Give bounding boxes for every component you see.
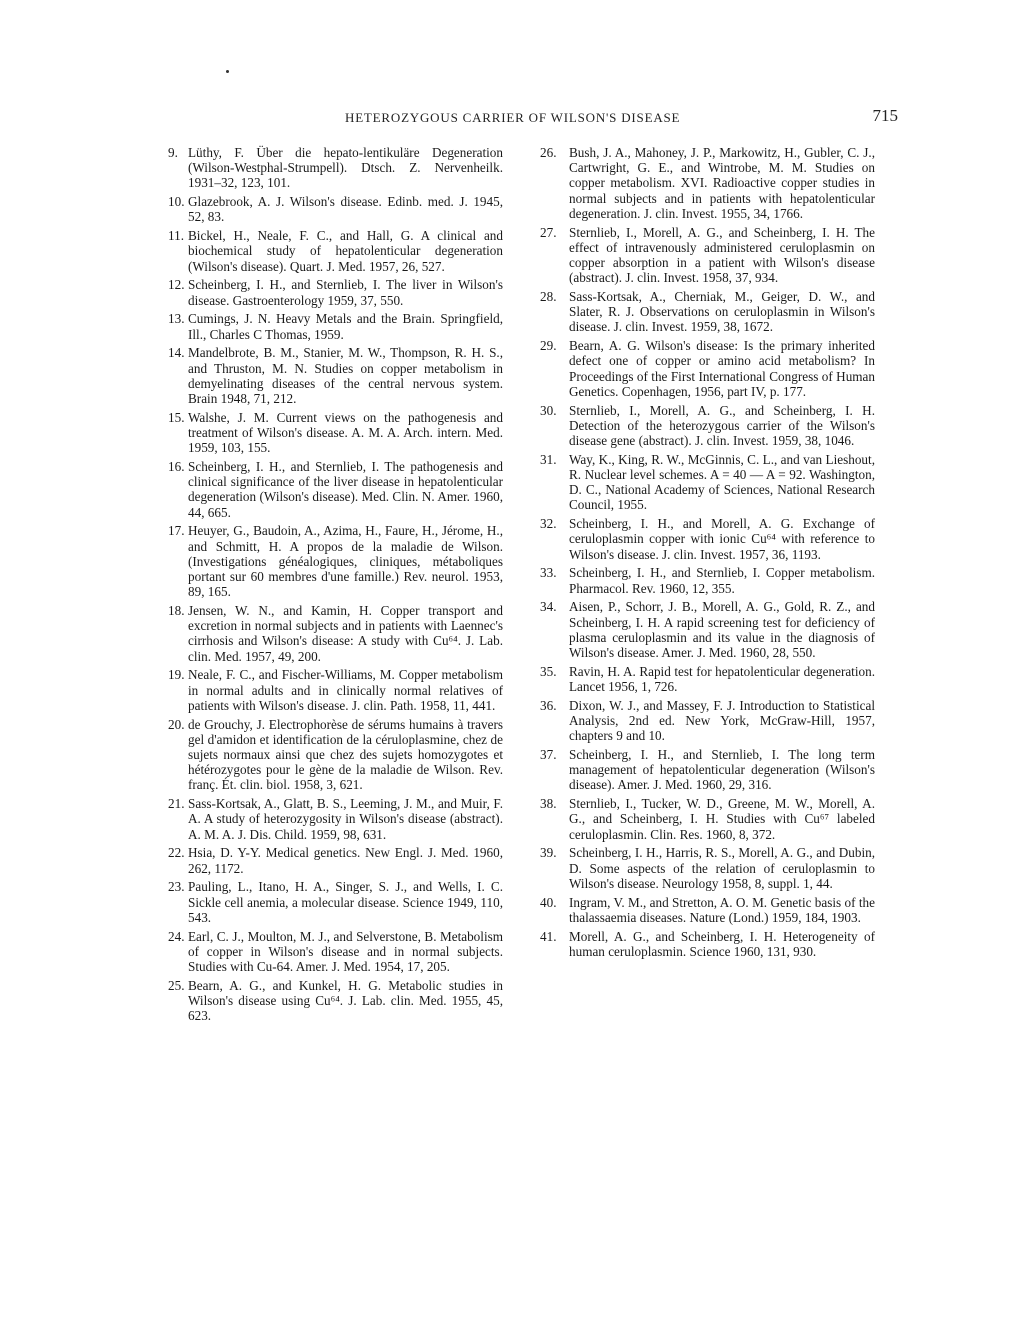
reference-number: 34. [540, 599, 557, 615]
reference-item [168, 667, 503, 713]
reference-text: Walshe, J. M. Current views on the pathogenesis and treatment of Wilson's disease. A. M. A. Arch. intern. Med. 1959, 103, 155. [188, 409, 503, 456]
reference-text: de Grouchy, J. Electrophorèse de sérums humains à travers gel d'amidon et identification de la céruloplasmine, chez de sujets normaux ainsi que chez des sujets homozygotes et hétérozygotes pour le gène de la maladie de Wilson. Rev. franç. Ét. clin. biol. 1958, 3, 621. [188, 716, 503, 793]
reference-item [540, 289, 875, 335]
reference-item [168, 459, 503, 520]
reference-item [540, 452, 875, 513]
reference-text: Sternlieb, I., Morell, A. G., and Scheinberg, I. H. Detection of the heterozygous carrier of the Wilson's disease gene (abstract). J. clin. Invest. 1959, 38, 1046. [569, 402, 875, 449]
reference-number: 23. [168, 879, 185, 895]
reference-text: Pauling, L., Itano, H. A., Singer, S. J., and Wells, I. C. Sickle cell anemia, a molecular disease. Science 1949, 110, 543. [188, 879, 503, 925]
reference-item [168, 194, 503, 224]
reference-number: 41. [540, 928, 557, 944]
reference-item [540, 698, 875, 744]
reference-item [540, 225, 875, 286]
reference-number: 17. [168, 523, 185, 539]
reference-text: Jensen, W. N., and Kamin, H. Copper transport and excretion in normal subjects and in patients with Laennec's cirrhosis and Wilson's disease: A study with Cu⁶⁴. J. Lab. clin. Med. 1957, 49, 200. [188, 603, 503, 664]
reference-number: 28. [540, 289, 557, 305]
page-number: 715 [872, 106, 898, 125]
reference-text: Bearn, A. G., and Kunkel, H. G. Metabolic studies in Wilson's disease using Cu⁶⁴. J. Lab. clin. Med. 1955, 45, 623. [188, 977, 503, 1024]
reference-item [168, 228, 503, 274]
reference-item [540, 516, 875, 562]
reference-number: 27. [540, 224, 557, 240]
reference-text: Ingram, V. M., and Stretton, A. O. M. Genetic basis of the thalassaemia diseases. Nature (Lond.) 1959, 184, 1903. [569, 894, 875, 925]
reference-item [540, 664, 875, 694]
reference-number: 30. [540, 402, 557, 418]
reference-text: Hsia, D. Y-Y. Medical genetics. New Engl. J. Med. 1960, 262, 1172. [188, 845, 503, 876]
reference-item [540, 403, 875, 449]
reference-item [540, 929, 875, 959]
reference-number: 24. [168, 928, 185, 944]
reference-text: Bickel, H., Neale, F. C., and Hall, G. A clinical and biochemical study of hepatolenticular degeneration (Wilson's disease). Quart. J. Med. 1957, 26, 527. [188, 228, 503, 274]
reference-text: Scheinberg, I. H., and Sternlieb, I. Copper metabolism. Pharmacol. Rev. 1960, 12, 355. [569, 565, 875, 596]
reference-text: Dixon, W. J., and Massey, F. J. Introduction to Statistical Analysis, 2nd ed. New York, McGraw-Hill, 1957, chapters 9 and 10. [569, 697, 875, 744]
reference-text: Glazebrook, A. J. Wilson's disease. Edinb. med. J. 1945, 52, 83. [188, 194, 503, 225]
reference-number: 36. [540, 697, 557, 713]
reference-number: 20. [168, 716, 185, 732]
reference-text: Bearn, A. G. Wilson's disease: Is the primary inherited defect one of copper or amino acid metabolism? In Proceedings of the First International Congress of Human Genetics. Copenhagen, 1956, part IV, p. 177. [569, 338, 875, 399]
reference-item [168, 717, 503, 793]
reference-item [540, 796, 875, 842]
reference-text: Heuyer, G., Baudoin, A., Azima, H., Faure, H., Jérome, H., and Schmitt, H. A propos de la maladie de Wilson. (Investigations généalogiques, cliniques, métaboliques portant sur 60 membres d'une famille.) Rev. neurol. 1953, 89, 165. [188, 523, 503, 600]
reference-number: 39. [540, 845, 557, 861]
reference-number: 21. [168, 796, 185, 812]
reference-item [168, 145, 503, 191]
reference-item [168, 345, 503, 406]
references-right-column [540, 145, 875, 963]
reference-number: 9. [168, 145, 178, 160]
reference-item [168, 603, 503, 664]
reference-item [168, 277, 503, 307]
reference-item [168, 796, 503, 842]
reference-text: Way, K., King, R. W., McGinnis, C. L., and van Lieshout, R. Nuclear level schemes. A = 40 — A = 92. Washington, D. C., National Academy of Sciences, National Research Council, 1955. [569, 451, 875, 513]
reference-text: Scheinberg, I. H., and Sternlieb, I. The pathogenesis and clinical significance of the liver disease in hepatolenticular degeneration (Wilson's disease). Med. Clin. N. Amer. 1960, 44, 665. [188, 459, 503, 520]
reference-number: 19. [168, 667, 185, 683]
reference-text: Scheinberg, I. H., Harris, R. S., Morell, A. G., and Dubin, D. Some aspects of the relation of ceruloplasmin to Wilson's disease. Neurology 1958, 8, suppl. 1, 44. [569, 845, 875, 891]
reference-item [168, 311, 503, 341]
reference-item [168, 879, 503, 925]
print-speck [226, 70, 229, 73]
reference-item [540, 338, 875, 399]
reference-item [168, 845, 503, 875]
reference-text: Scheinberg, I. H., and Sternlieb, I. The liver in Wilson's disease. Gastroenterology 1959, 37, 550. [188, 277, 503, 308]
reference-number: 10. [168, 194, 185, 210]
reference-number: 12. [168, 277, 185, 293]
reference-text: Morell, A. G., and Scheinberg, I. H. Heterogeneity of human ceruloplasmin. Science 1960, 131, 930. [569, 928, 875, 959]
reference-text: Neale, F. C., and Fischer-Williams, M. Copper metabolism in normal adults and in clinically normal relatives of patients with Wilson's disease. J. clin. Path. 1958, 11, 441. [188, 667, 503, 713]
reference-item [540, 145, 875, 221]
running-title: HETEROZYGOUS CARRIER OF WILSON'S DISEASE [345, 110, 681, 125]
reference-text: Earl, C. J., Moulton, M. J., and Selverstone, B. Metabolism of copper in Wilson's disease and in normal subjects. Studies with Cu-64. Amer. J. Med. 1954, 17, 205. [188, 928, 503, 975]
reference-number: 26. [540, 145, 557, 160]
reference-number: 32. [540, 516, 557, 532]
reference-item [540, 845, 875, 891]
reference-text: Sass-Kortsak, A., Cherniak, M., Geiger, D. W., and Slater, R. J. Observations on ceruloplasmin in Wilson's disease. J. clin. Invest. 1959, 38, 1672. [569, 289, 875, 335]
reference-text: Bush, J. A., Mahoney, J. P., Markowitz, H., Gubler, C. J., Cartwright, G. E., and Wintrobe, M. M. Studies on copper metabolism. XVI. Radioactive copper studies in normal subjects and in patients with hepatolenticular degeneration. J. clin. Invest. 1955, 34, 1766. [569, 145, 875, 221]
reference-number: 16. [168, 459, 185, 475]
reference-number: 31. [540, 451, 557, 467]
reference-number: 29. [540, 338, 557, 354]
references-left-column [168, 145, 503, 1027]
reference-item [168, 978, 503, 1024]
reference-number: 33. [540, 565, 557, 581]
reference-text: Sass-Kortsak, A., Glatt, B. S., Leeming, J. M., and Muir, F. A. A study of heterozygosity in Wilson's disease (abstract). A. M. A. J. Dis. Child. 1959, 98, 631. [188, 796, 503, 842]
reference-item [540, 895, 875, 925]
reference-item [168, 523, 503, 599]
reference-text: Sternlieb, I., Morell, A. G., and Scheinberg, I. H. The effect of intravenously administered ceruloplasmin on copper absorption in a patient with Wilson's disease (abstract). J. clin. Invest. 1958, 37, 934. [569, 224, 875, 286]
reference-item [540, 747, 875, 793]
reference-number: 38. [540, 796, 557, 812]
reference-text: Scheinberg, I. H., and Sternlieb, I. The long term management of hepatolenticular degeneration (Wilson's disease). Amer. J. Med. 1960, 29, 316. [569, 747, 875, 793]
reference-text: Ravin, H. A. Rapid test for hepatolenticular degeneration. Lancet 1956, 1, 726. [569, 663, 875, 695]
reference-text: Sternlieb, I., Tucker, W. D., Greene, M. W., Morell, A. G., and Scheinberg, I. H. Studies with Cu⁶⁷ labeled ceruloplasmin. Clin. Res. 1960, 8, 372. [569, 796, 875, 842]
reference-number: 14. [168, 345, 185, 361]
reference-number: 13. [168, 311, 185, 327]
reference-item [168, 410, 503, 456]
reference-number: 18. [168, 603, 185, 619]
reference-text: Cumings, J. N. Heavy Metals and the Brain. Springfield, Ill., Charles C Thomas, 1959. [188, 311, 503, 342]
reference-text: Aisen, P., Schorr, J. B., Morell, A. G., Gold, R. Z., and Scheinberg, I. H. A rapid screening test for deficiency of plasma ceruloplasmin and its value in the diagnosis of Wilson's disease. Amer. J. Med. 1960, 28, 550. [569, 599, 875, 661]
reference-number: 25. [168, 977, 185, 993]
reference-text: Scheinberg, I. H., and Morell, A. G. Exchange of ceruloplasmin copper with ionic Cu⁶⁴ with reference to Wilson's disease. J. clin. Invest. 1957, 36, 1193. [569, 516, 875, 562]
reference-number: 22. [168, 845, 185, 861]
reference-text: Lüthy, F. Über die hepato-lentikuläre Degeneration (Wilson-Westphal-Strumpell). Dtsch. Z. Nervenheilk. 1931–32, 123, 101. [188, 145, 503, 191]
reference-item [168, 929, 503, 975]
reference-number: 40. [540, 894, 557, 910]
reference-number: 35. [540, 663, 557, 679]
reference-item [540, 599, 875, 660]
reference-text: Mandelbrote, B. M., Stanier, M. W., Thompson, R. H. S., and Thruston, M. N. Studies on copper metabolism in demyelinating diseases of the central nervous system. Brain 1948, 71, 212. [188, 345, 503, 407]
reference-number: 37. [540, 747, 557, 763]
reference-item [540, 565, 875, 595]
reference-number: 11. [168, 228, 184, 244]
reference-number: 15. [168, 409, 185, 425]
